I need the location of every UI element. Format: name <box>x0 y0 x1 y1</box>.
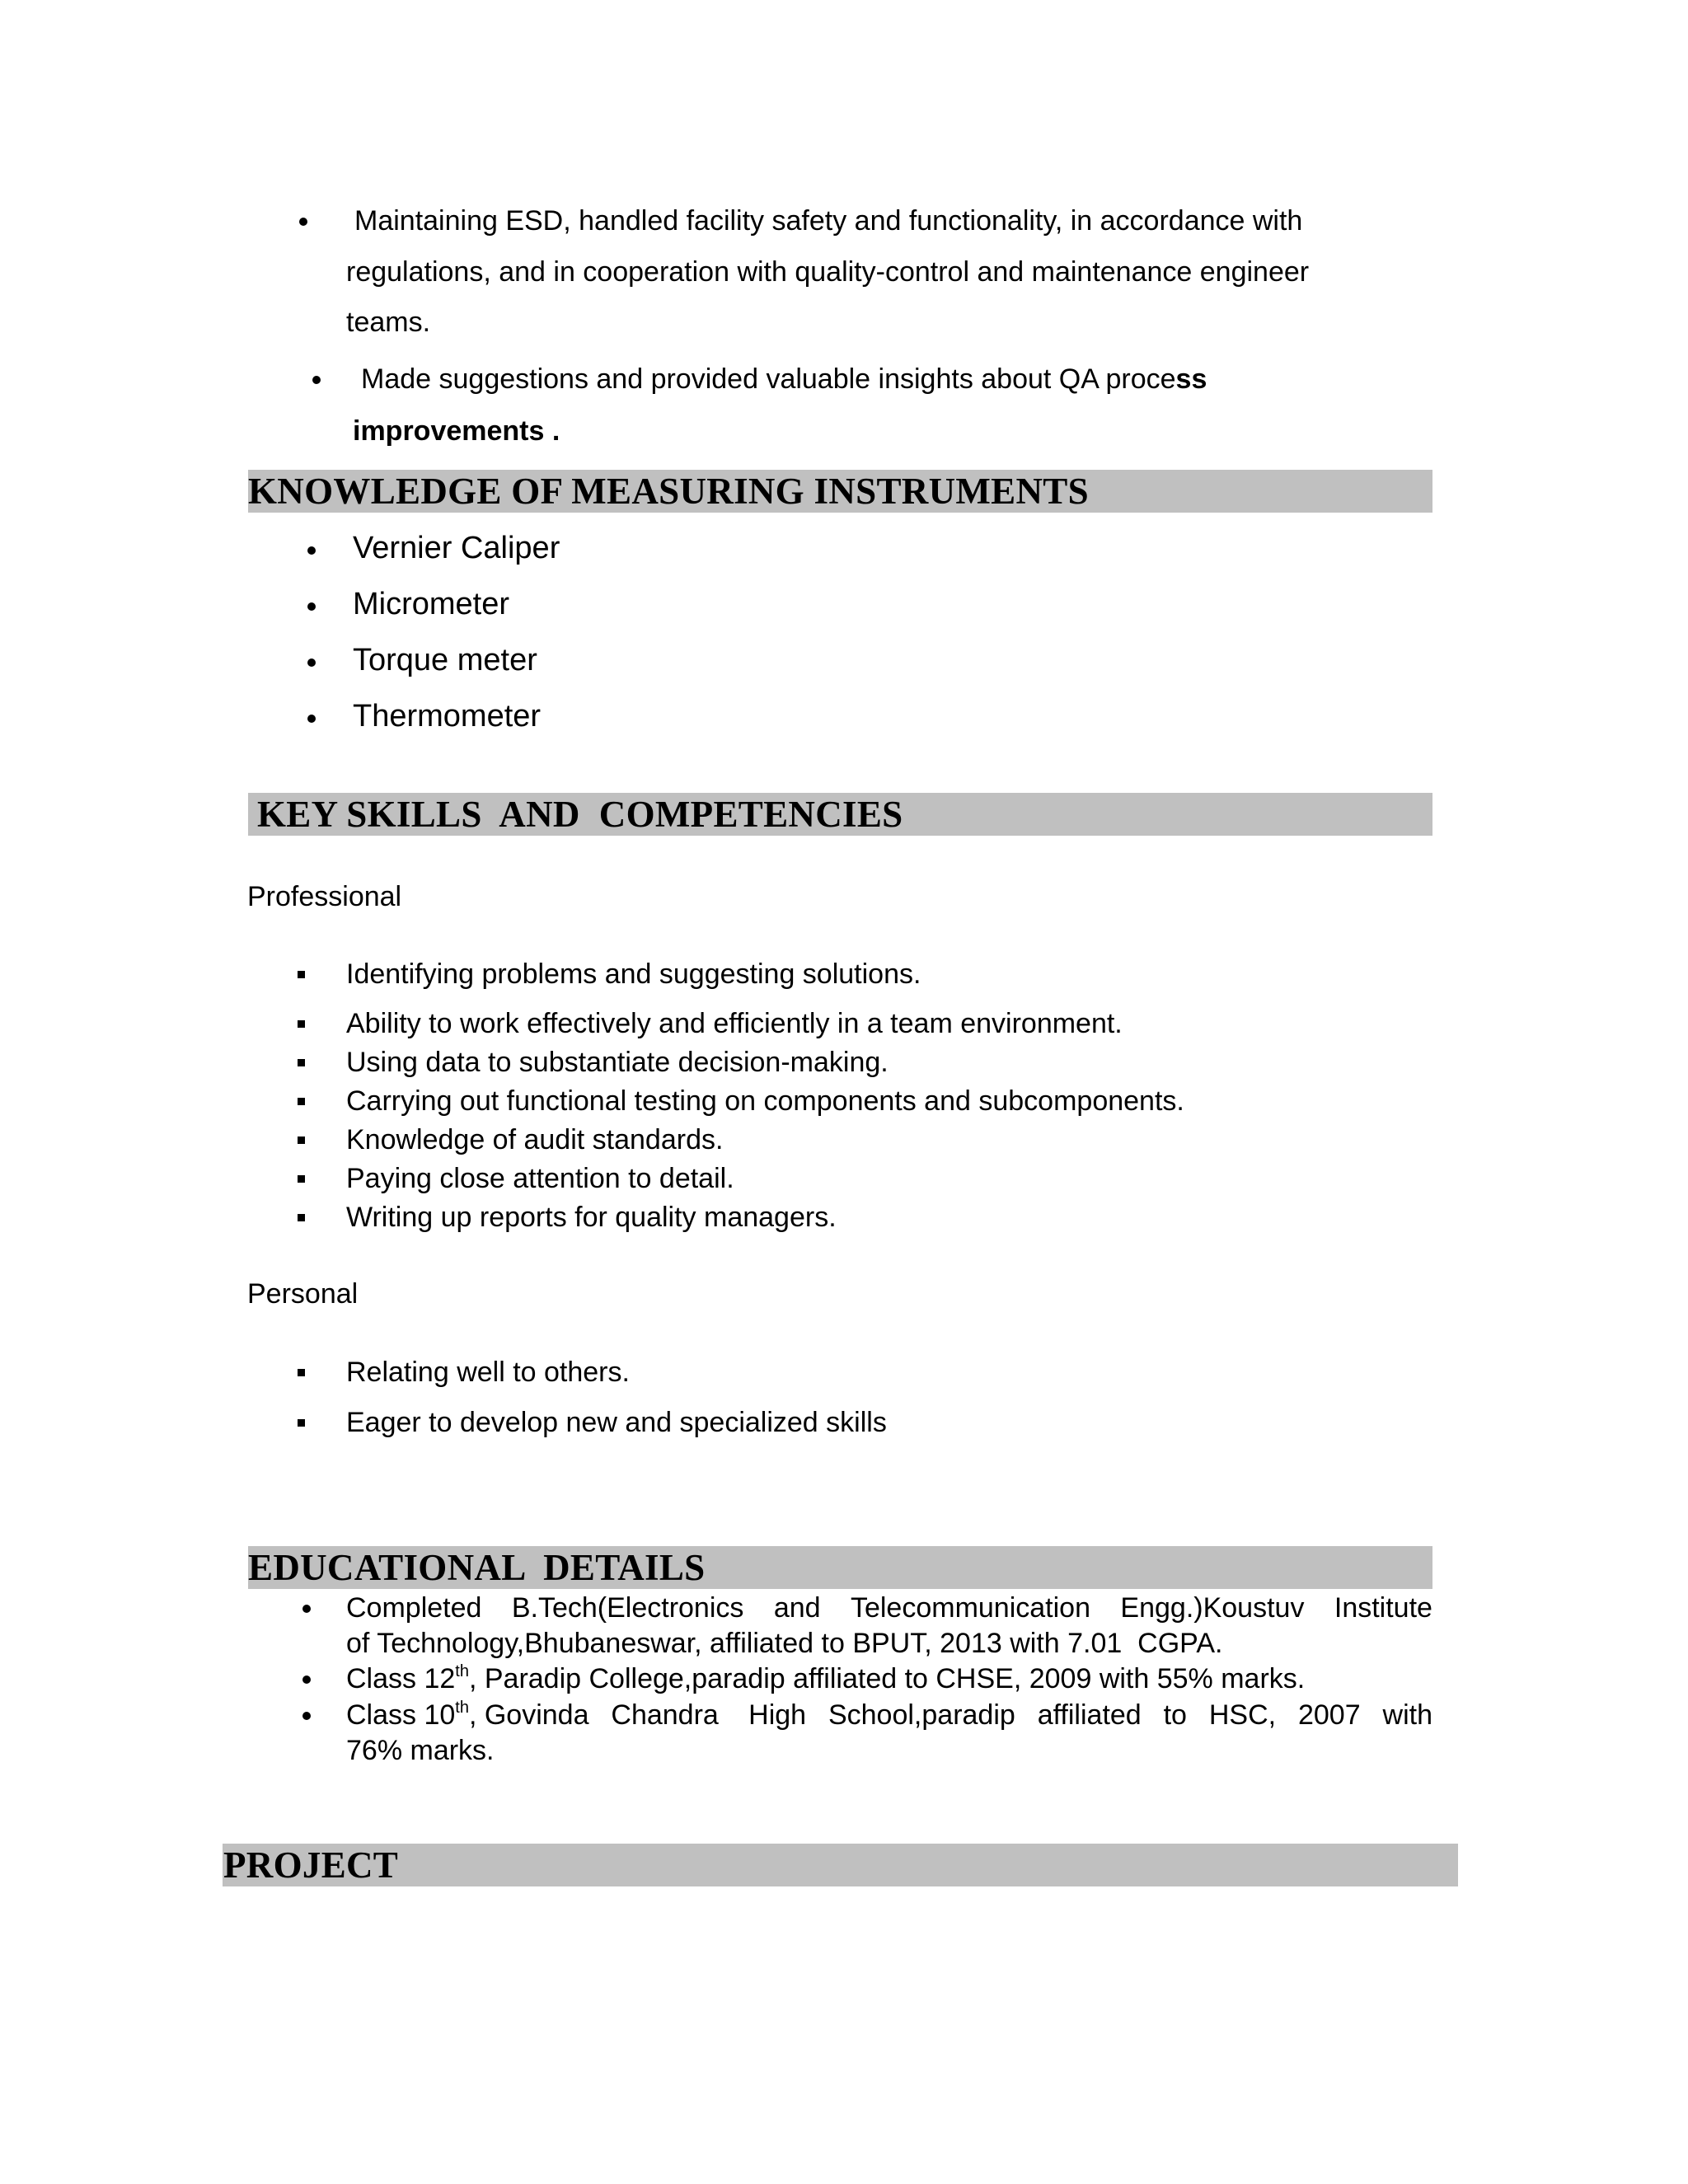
bullet-dot <box>307 546 316 555</box>
bullet-square <box>298 1059 305 1066</box>
bullet-square <box>298 1098 305 1105</box>
professional-skill-item: Ability to work effectively and efficiently in a team environment. <box>346 1008 1123 1039</box>
bullet-square <box>298 971 305 978</box>
project-heading: PROJECT <box>223 1844 399 1886</box>
word: affiliated <box>1037 1699 1142 1731</box>
education-item-1-line-2: of Technology,Bhubaneswar, affiliated to BPUT, 2013 with 7.01 CGPA. <box>346 1628 1223 1659</box>
instruments-heading: KNOWLEDGE OF MEASURING INSTRUMENTS <box>248 471 1089 512</box>
bullet-square <box>298 1214 305 1221</box>
instrument-item: Vernier Caliper <box>353 531 560 565</box>
word: 2007 <box>1297 1699 1361 1731</box>
bullet-dot <box>307 602 316 611</box>
bullet-square <box>298 1175 305 1183</box>
education-item-3-line-1 <box>346 1699 1432 1732</box>
bullet-dot <box>307 658 316 667</box>
word <box>346 1699 589 1732</box>
word: High <box>740 1699 807 1731</box>
experience-item-1-line-1: Maintaining ESD, handled facility safety and functionality, in accordance with <box>354 205 1303 237</box>
word: , Govinda <box>468 1699 589 1731</box>
skills-heading: KEY SKILLS AND COMPETENCIES <box>257 794 903 835</box>
bullet-dot <box>302 1712 311 1720</box>
ordinal-suffix: th <box>455 1698 469 1717</box>
experience-item-2-line-1 <box>361 363 1207 396</box>
education-item-2-details: , Paradip College,paradip affiliated to CHSE, 2009 with 55% marks. <box>468 1663 1306 1694</box>
professional-skill-item: Carrying out functional testing on components and subcomponents. <box>346 1085 1184 1117</box>
bullet-square <box>298 1369 305 1376</box>
word: Telecommunication <box>850 1592 1090 1624</box>
class-label: Class 12 <box>346 1663 456 1694</box>
experience-item-1-line-2: regulations, and in cooperation with quality-control and maintenance engineer <box>346 256 1310 288</box>
word: HSC, <box>1208 1699 1277 1731</box>
bullet-dot <box>312 376 321 384</box>
word: B.Tech(Electronics <box>511 1592 744 1624</box>
instrument-item: Micrometer <box>353 587 510 621</box>
word: to <box>1163 1699 1187 1731</box>
experience-item-2-normal-text: Made suggestions and provided valuable insights about QA proce <box>361 363 1176 395</box>
personal-skill-item: Eager to develop new and specialized skills <box>346 1407 887 1438</box>
professional-skill-item: Identifying problems and suggesting solutions. <box>346 958 921 990</box>
ordinal-suffix: th <box>455 1661 469 1680</box>
professional-skill-item: Using data to substantiate decision-making. <box>346 1047 889 1078</box>
bullet-square <box>298 1419 305 1427</box>
personal-label: Personal <box>247 1278 359 1310</box>
bullet-dot <box>299 218 307 226</box>
education-item-3-line-2: 76% marks. <box>346 1735 495 1766</box>
experience-item-1-line-3: teams. <box>346 307 431 338</box>
bullet-dot <box>302 1675 311 1684</box>
word: Institute <box>1334 1592 1432 1624</box>
professional-skill-item: Paying close attention to detail. <box>346 1163 734 1194</box>
education-item-1-line-1 <box>346 1591 1432 1624</box>
bullet-square <box>298 1137 305 1144</box>
professional-skill-item: Writing up reports for quality managers. <box>346 1202 837 1233</box>
personal-skill-item: Relating well to others. <box>346 1357 630 1388</box>
word: and <box>773 1592 821 1624</box>
word: Chandra <box>611 1699 719 1731</box>
word: Completed <box>346 1592 482 1624</box>
instrument-item: Thermometer <box>353 699 542 733</box>
word: with <box>1382 1699 1432 1731</box>
professional-skill-item: Knowledge of audit standards. <box>346 1124 724 1155</box>
professional-label: Professional <box>247 881 402 912</box>
instrument-item: Torque meter <box>353 643 537 677</box>
class-label: Class 10 <box>346 1699 456 1731</box>
bullet-dot <box>307 715 316 723</box>
bullet-square <box>298 1020 305 1028</box>
experience-item-2-bold-text: ss <box>1175 363 1207 395</box>
bullet-dot <box>302 1605 311 1613</box>
word: Engg.)Koustuv <box>1120 1592 1305 1624</box>
project-heading-bar <box>223 1844 1458 1886</box>
education-item-2 <box>346 1662 1305 1695</box>
experience-item-2-line-2: improvements . <box>353 415 560 447</box>
education-heading: EDUCATIONAL DETAILS <box>248 1547 706 1588</box>
word: School,paradip <box>828 1699 1015 1731</box>
